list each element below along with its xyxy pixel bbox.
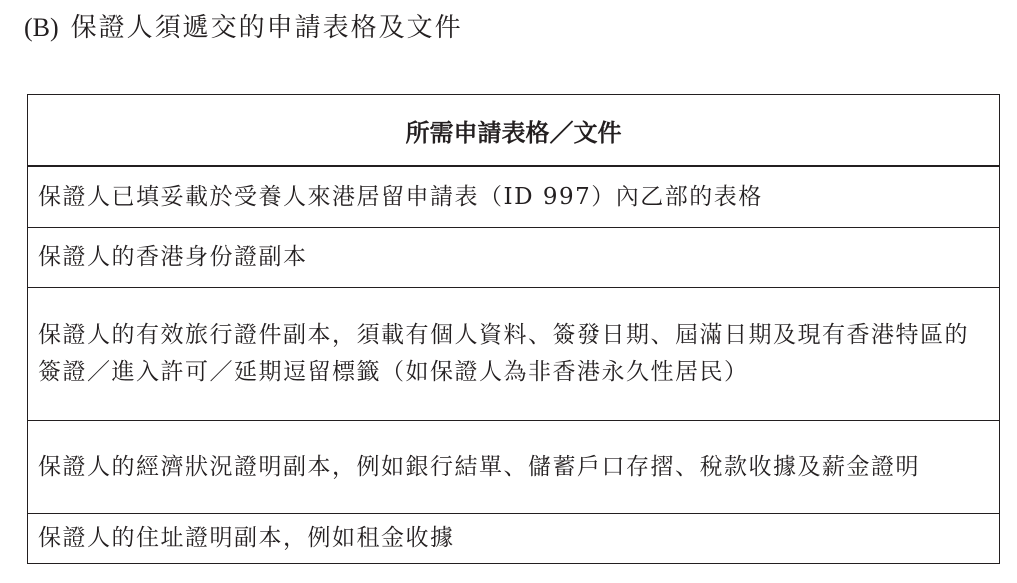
table-row (28, 228, 1000, 288)
table-cell: 保證人的住址證明副本，例如租金收據 (28, 514, 1000, 564)
table-row (28, 421, 1000, 514)
table-cell: 保證人的經濟狀況證明副本，例如銀行結單、儲蓄戶口存摺、稅款收據及薪金證明 (28, 421, 1000, 514)
table-header-row (28, 95, 1000, 167)
section-title: 保證人須遞交的申請表格及文件 (70, 13, 463, 43)
table-cell: 保證人已填妥載於受養人來港居留申請表（ID 997）內乙部的表格 (28, 166, 1000, 228)
required-documents-table (27, 94, 1000, 564)
section-heading (24, 10, 463, 46)
section-label: (B) (24, 13, 59, 42)
table-row (28, 514, 1000, 564)
table-cell: 保證人的香港身份證副本 (28, 228, 1000, 288)
table-row (28, 288, 1000, 421)
table-header: 所需申請表格／文件 (28, 95, 1000, 167)
table-cell: 保證人的有效旅行證件副本，須載有個人資料、簽發日期、屆滿日期及現有香港特區的簽證／進入許可／延期逗留標籤（如保證人為非香港永久性居民） (28, 288, 1000, 421)
table-row (28, 166, 1000, 228)
